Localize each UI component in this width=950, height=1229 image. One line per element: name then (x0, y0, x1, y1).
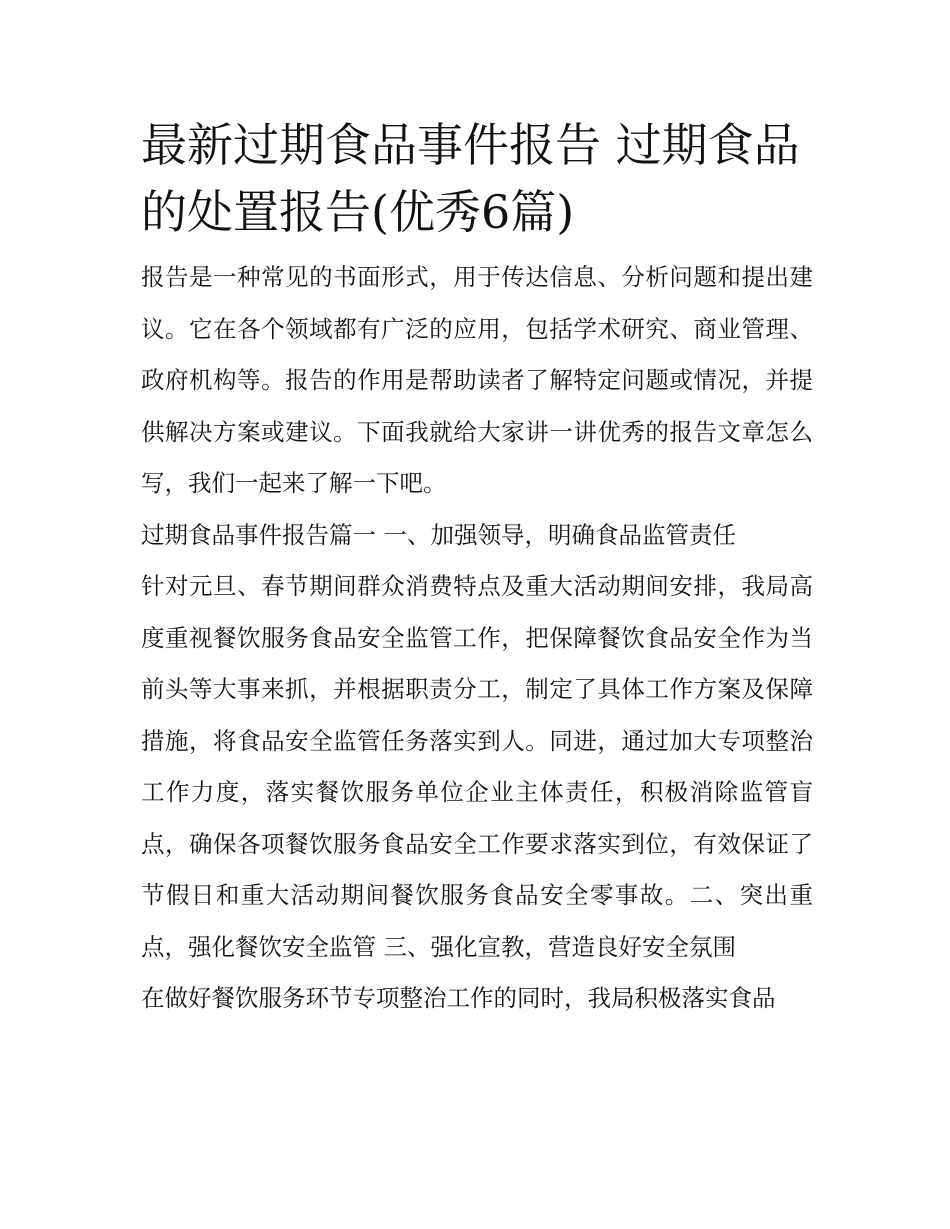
document-page (141, 112, 813, 1025)
document-title: 最新过期食品事件报告 过期食品的处置报告(优秀6篇) (141, 118, 800, 239)
body-paragraph-continued: 在做好餐饮服务环节专项整治工作的同时，我局积极落实食品 (141, 984, 776, 1012)
document-body (141, 252, 813, 1025)
section-heading-paragraph: 过期食品事件报告篇一 一、加强领导，明确食品监管责任 (141, 520, 736, 549)
body-paragraph: 针对元旦、春节期间群众消费特点及重大活动期间安排，我局高度重视餐饮服务食品安全监管工作，把保障餐饮食品安全作为当前头等大事来抓，并根据职责分工，制定了具体工作方案及保障措施，将食品安全监管任务落实到人。同进，通过加大专项整治工作力度，落实餐饮服务单位企业主体责任，积极消除监管盲点，确保各项餐饮服务食品安全工作要求落实到位，有效保证了节假日和重大活动期间餐饮服务食品安全零事故。二、突出重点，强化餐饮安全监管 三、强化宣教，营造良好安全氛围 (141, 572, 813, 961)
intro-paragraph: 报告是一种常见的书面形式，用于传达信息、分析问题和提出建议。它在各个领域都有广泛的应用，包括学术研究、商业管理、政府机构等。报告的作用是帮助读者了解特定问题或情况，并提供解决方案或建议。下面我就给大家讲一讲优秀的报告文章怎么写，我们一起来了解一下吧。 (141, 263, 813, 497)
